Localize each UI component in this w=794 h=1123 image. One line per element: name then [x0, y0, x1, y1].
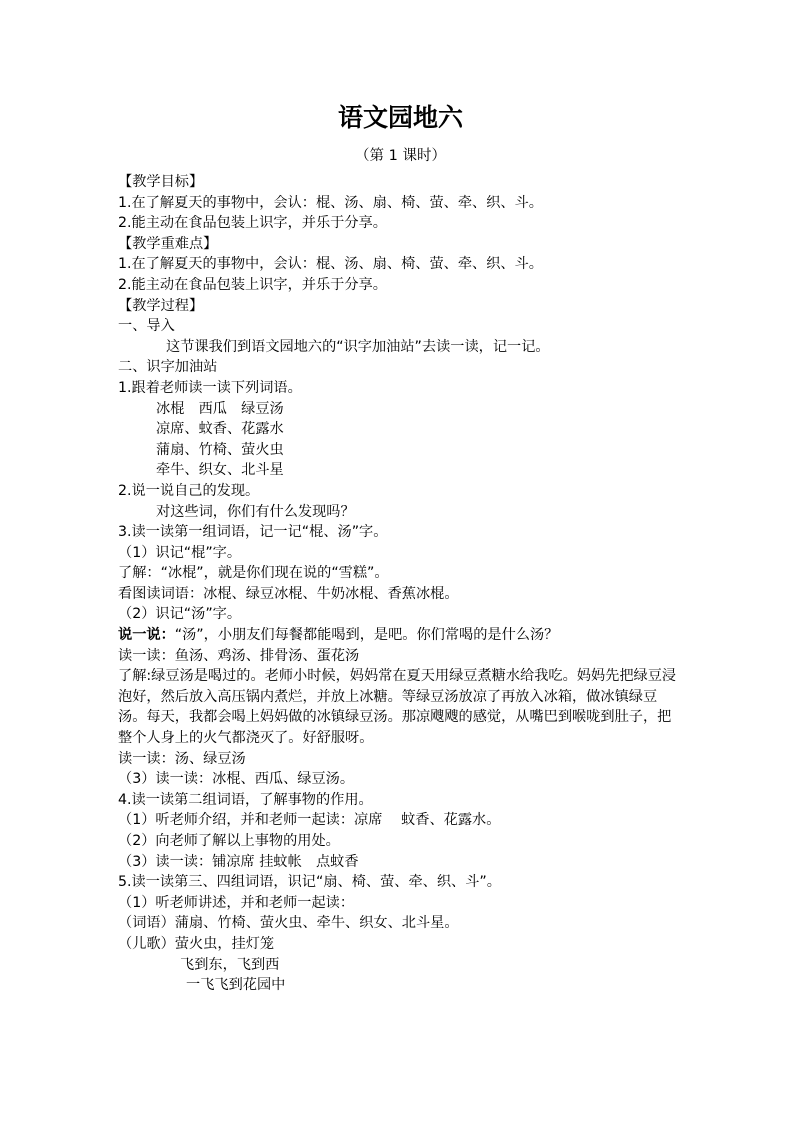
word-group: 凉席、蚊香、花露水	[156, 421, 284, 438]
page-title: 语文园地六	[337, 103, 463, 132]
story-paragraph: 了解:绿豆汤是喝过的。老师小时候，妈妈常在夏天用绿豆煮糖水给我吃。妈妈先把绿豆浸泡好，然后放入高压锅内煮烂，并放上冰糖。等绿豆汤放凉了再放入冰箱，做冰镇绿豆汤。每天，我都会喝上妈妈做的冰镇绿豆汤。那凉飕飕的感觉，从嘴巴到喉咙到肚子，把整个人身上的火气都浇灭了。好舒服呀。	[118, 668, 677, 747]
intro-paragraph: 这节课我们到语文园地六的“识字加油站”去读一读，记一记。	[166, 338, 550, 355]
difficulty-item: 2.能主动在食品包装上识字，并乐于分享。	[118, 276, 387, 293]
explanation-text: 了解：“冰棍”，就是你们现在说的“雪糕”。	[118, 565, 389, 582]
word-group: 蒲扇、竹椅、萤火虫	[156, 441, 284, 458]
step-item: 4.读一读第二组词语，了解事物的作用。	[118, 791, 373, 808]
page-subtitle: （第 1 课时）	[355, 148, 446, 164]
say-text: “汤”，小朋友们每餐都能喝到，是吧。你们常喝的是什么汤？	[174, 627, 559, 644]
read-text: 读一读：汤、绿豆汤	[118, 750, 246, 767]
goals-heading: 【教学目标】	[118, 174, 204, 190]
step-item: 3.读一读第一组词语，记一记“棍、汤”字。	[118, 524, 388, 541]
section-heading: 二、识字加油站	[118, 359, 218, 376]
difficulty-heading: 【教学重难点】	[118, 235, 218, 252]
words-list: （词语）蒲扇、竹椅、萤火虫、牵牛、织女、北斗星。	[118, 915, 459, 932]
document-page	[118, 96, 683, 996]
say-label: 说一说：	[118, 627, 175, 644]
song-line	[118, 934, 683, 955]
song-verse: 萤火虫，挂灯笼	[174, 935, 275, 952]
picture-read-text: 看图读词语：冰棍、绿豆冰棍、牛奶冰棍、香蕉冰棍。	[118, 585, 459, 602]
sub-step-item: （1）识记“棍”字。	[118, 544, 242, 561]
song-verse: 一飞飞到花园中	[186, 977, 286, 994]
process-heading: 【教学过程】	[118, 297, 204, 314]
song-verse: 飞到东，飞到西	[180, 956, 280, 973]
step-item: 1.跟着老师读一读下列词语。	[118, 379, 302, 396]
sub-step-item: （2）向老师了解以上事物的用处。	[118, 833, 340, 850]
sub-step-item: （1）听老师介绍，并和老师一起读：凉席 蚊香、花露水。	[118, 812, 501, 829]
word-group: 牵牛、织女、北斗星	[156, 462, 284, 479]
goal-item: 1.在了解夏天的事物中，会认：棍、汤、扇、椅、萤、牵、织、斗。	[118, 194, 543, 211]
question-text: 对这些词，你们有什么发现吗？	[156, 503, 355, 520]
say-line	[118, 625, 683, 646]
sub-step-item: （1）听老师讲述，并和老师一起读：	[118, 894, 355, 911]
section-heading: 一、导入	[118, 318, 175, 335]
read-text: 读一读：鱼汤、鸡汤、排骨汤、蛋花汤	[118, 647, 360, 664]
word-group: 冰棍 西瓜 绿豆汤	[156, 400, 284, 417]
sub-step-item: （3）读一读：冰棍、西瓜、绿豆汤。	[118, 771, 355, 788]
goal-item: 2.能主动在食品包装上识字，并乐于分享。	[118, 215, 387, 232]
step-item: 5.读一读第三、四组词语，识记“扇、椅、萤、牵、织、斗”。	[118, 874, 501, 891]
difficulty-item: 1.在了解夏天的事物中，会认：棍、汤、扇、椅、萤、牵、织、斗。	[118, 256, 543, 273]
sub-step-item: （2）识记“汤”字。	[118, 606, 242, 623]
step-item: 2.说一说自己的发现。	[118, 482, 260, 499]
song-label: （儿歌）	[118, 935, 175, 952]
sub-step-item: （3）读一读：铺凉席 挂蚊帐 点蚊香	[118, 853, 359, 870]
